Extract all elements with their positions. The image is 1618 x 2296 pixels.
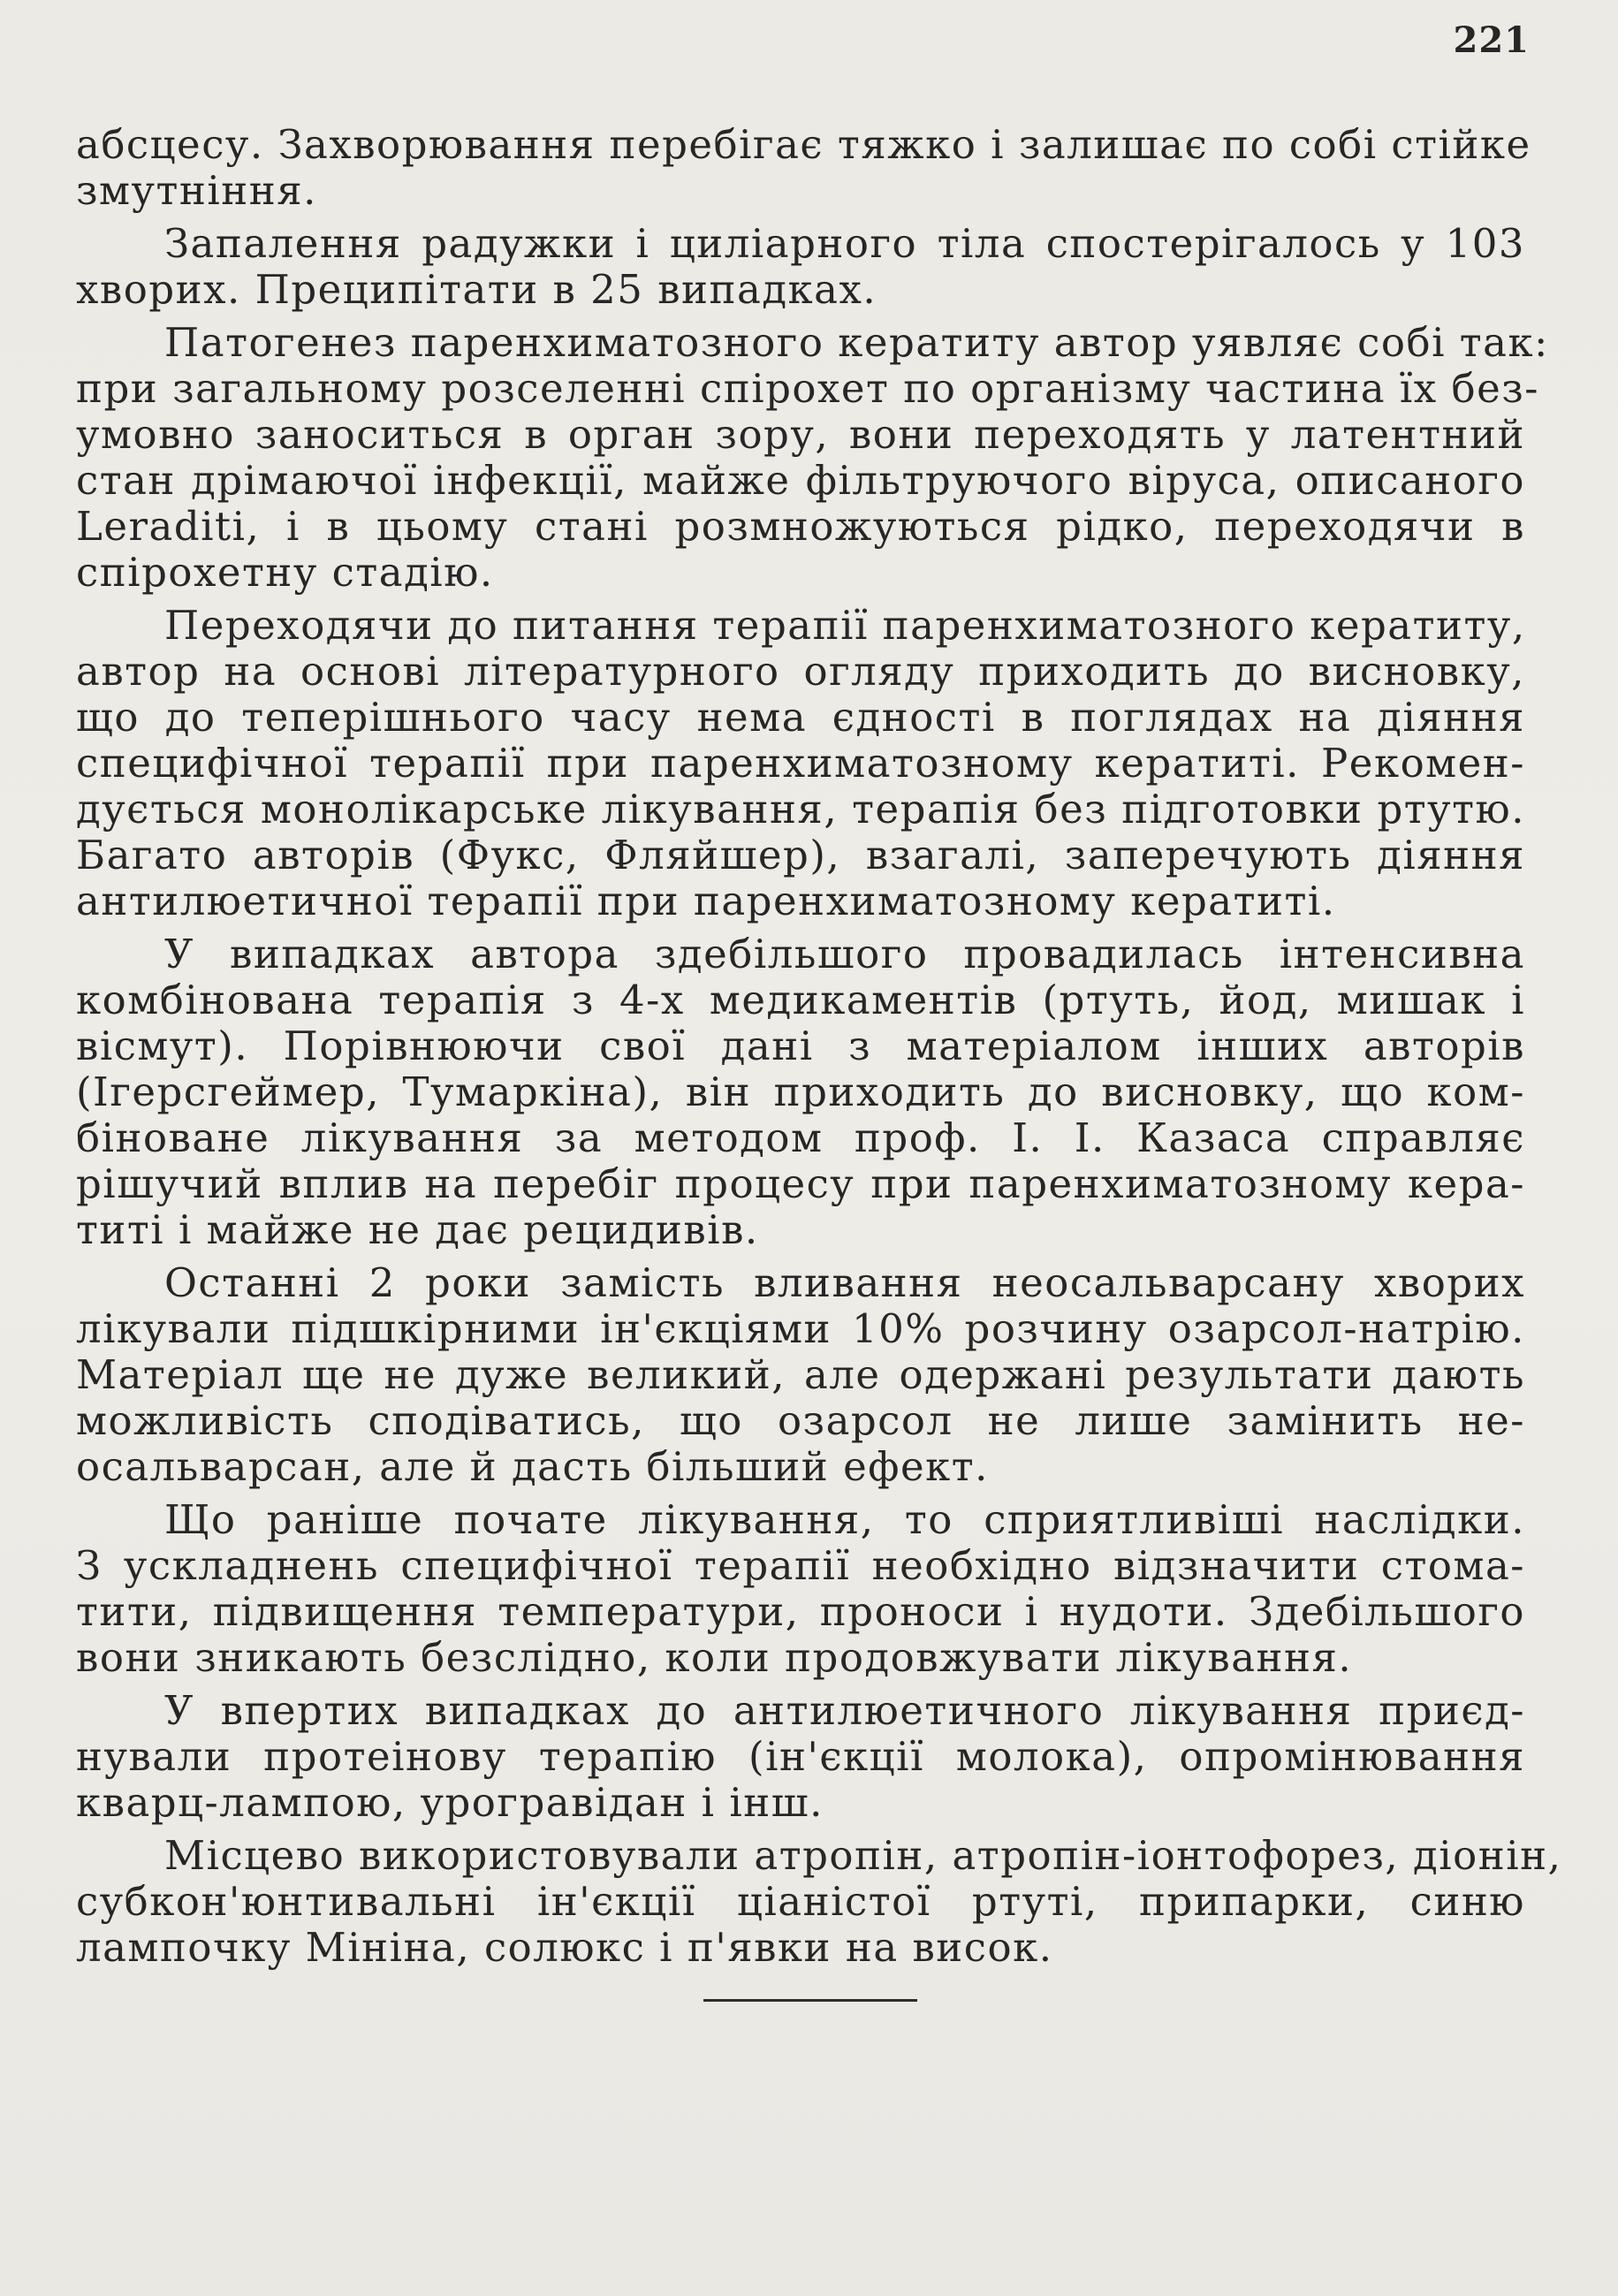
- paragraph: [76, 121, 1531, 214]
- text-line: антилюетичної терапії при паренхиматозному кератиті.: [76, 878, 1336, 924]
- paragraph: [76, 1260, 1525, 1490]
- text-line: абсцесу. Захворювання перебігає тяжко і залишає по собі стійке: [76, 121, 1531, 168]
- paragraph: [76, 1688, 1525, 1826]
- text-line: Переходячи до питання терапії паренхиматозного кератиту,: [164, 602, 1526, 649]
- text-line: дується монолікарське лікування, терапія без підготовки ртутю.: [76, 786, 1525, 832]
- text-line: З ускладнень специфічної терапії необхідно відзначити стома-: [76, 1542, 1525, 1589]
- text-line: осальварсан, але й дасть більший ефект.: [76, 1443, 989, 1490]
- text-line: автор на основі літературного огляду приходить до висновку,: [76, 648, 1525, 695]
- text-line: Останні 2 роки замість вливання неосальварсану хворих: [164, 1259, 1525, 1306]
- text-line: можливість сподіватись, що озарсол не лише замінить не-: [76, 1397, 1525, 1444]
- text-line: комбінована терапія з 4-х медикаментів (ртуть, йод, мишак і: [76, 977, 1525, 1023]
- section-divider-rule: [703, 1999, 917, 2002]
- text-line: Місцево використовували атропін, атропін-іонтофорез, діонін,: [164, 1832, 1562, 1879]
- text-line: рішучий вплив на перебіг процесу при паренхиматозному кера-: [76, 1160, 1525, 1207]
- text-line: вони зникають безслідно, коли продовжувати лікування.: [76, 1634, 1353, 1681]
- paragraph: [76, 603, 1525, 924]
- text-line: (Ігерсгеймер, Тумаркіна), він приходить до висновку, що ком-: [76, 1068, 1525, 1115]
- text-line: при загальному розселенні спірохет по організму частина їх без-: [76, 365, 1539, 412]
- text-line: хворих. Преципітати в 25 випадках.: [76, 266, 877, 313]
- text-line: умовно заноситься в орган зору, вони переходять у латентний: [76, 411, 1525, 458]
- text-line: лампочку Мініна, солюкс і п'явки на висок.: [76, 1924, 1053, 1971]
- text-line: стан дрімаючої інфекції, майже фільтруючого віруса, описаного: [76, 457, 1525, 504]
- page-number: 221: [1453, 19, 1530, 61]
- text-line: У випадках автора здебільшого провадилась інтенсивна: [164, 931, 1525, 977]
- body-text: [76, 121, 1562, 1978]
- paragraph: [76, 221, 1525, 313]
- paragraph: [76, 319, 1549, 596]
- text-line: Багато авторів (Фукс, Фляйшер), взагалі, заперечують діяння: [76, 832, 1525, 878]
- text-line: Leraditi, і в цьому стані розмножуються рідко, переходячи в: [76, 503, 1525, 550]
- text-line: субкон'юнтивальні ін'єкції ціаністої ртуті, припарки, синю: [76, 1878, 1525, 1925]
- text-line: що до теперішнього часу нема єдності в поглядах на діяння: [76, 694, 1525, 741]
- text-line: лікували підшкірними ін'єкціями 10% розчину озарсол-натрію.: [76, 1305, 1525, 1352]
- text-line: Матеріал ще не дуже великий, але одержані результати дають: [76, 1351, 1525, 1398]
- text-line: кварц-лампою, урогравідан і інш.: [76, 1779, 824, 1826]
- paragraph: [76, 931, 1525, 1253]
- text-line: нували протеінову терапію (ін'єкції молока), опромінювання: [76, 1733, 1525, 1780]
- paragraph: [76, 1497, 1525, 1681]
- text-line: титі і майже не дає рецидивів.: [76, 1206, 759, 1253]
- text-line: Що раніше почате лікування, то сприятливіші наслідки.: [164, 1496, 1525, 1543]
- text-line: тити, підвищення температури, проноси і нудоти. Здебільшого: [76, 1588, 1525, 1635]
- text-line: біноване лікування за методом проф. І. І. Казаса справляє: [76, 1114, 1525, 1161]
- text-line: змутніння.: [76, 167, 317, 214]
- text-line: Запалення радужки і циліарного тіла спостерігалось у 103: [164, 220, 1525, 267]
- paragraph: [76, 1832, 1562, 1971]
- text-line: Патогенез паренхиматозного кератиту автор уявляє собі так:: [164, 319, 1549, 366]
- text-line: специфічної терапії при паренхиматозному кератиті. Рекомен-: [76, 740, 1525, 787]
- text-line: вісмут). Порівнюючи свої дані з матеріалом інших авторів: [76, 1023, 1525, 1069]
- text-line: спірохетну стадію.: [76, 549, 494, 596]
- text-line: У впертих випадках до антилюетичного лікування приєд-: [164, 1687, 1525, 1734]
